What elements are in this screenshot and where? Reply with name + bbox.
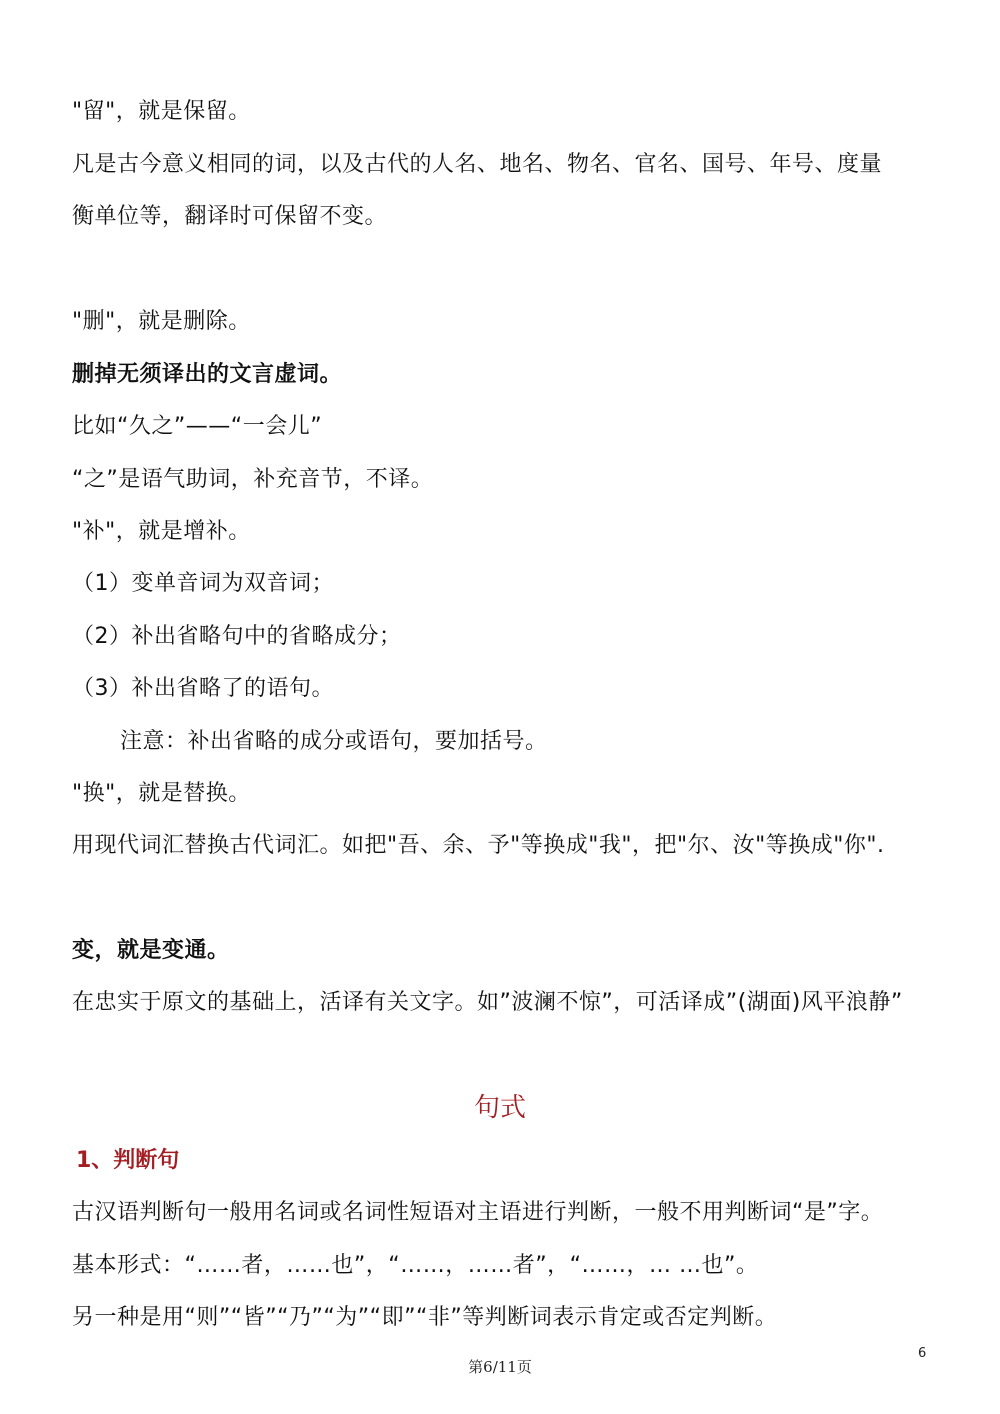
judgment-body-1: 古汉语判断句一般用名词或名词性短语对主语进行判断，一般不用判断词“是”字。 (72, 1200, 884, 1225)
section-title: 句式 (473, 1093, 526, 1123)
huan-body: 用现代词汇替换古代词汇。如把"吾、余、予"等换成"我"，把"尔、汝"等换成"你". (72, 833, 885, 858)
bu-item-3: （3）补出省略了的语句。 (72, 676, 334, 701)
bian-body: 在忠实于原文的基础上，活译有关文字。如”波澜不惊”，可活译成”(湖面)风平浪静” (72, 990, 903, 1015)
judgment-body-3: 另一种是用“则”“皆”“乃”“为”“即”“非”等判断词表示肯定或否定判断。 (72, 1305, 778, 1330)
bu-note: 注意：补出省略的成分或语句，要加括号。 (120, 729, 548, 754)
bu-item-2: （2）补出省略句中的省略成分； (72, 624, 402, 649)
bu-item-1: （1）变单音词为双音词； (72, 571, 334, 596)
shan-rule: 删掉无须译出的文言虚词。 (72, 362, 343, 387)
bu-title: "补"，就是增补。 (72, 519, 251, 544)
shan-title: "删"，就是删除。 (72, 309, 251, 334)
shan-example: 比如“久之”——“一会儿” (72, 414, 323, 439)
judgment-body-2: 基本形式：“……者，……也”，“……，……者”，“……，… …也”。 (72, 1253, 759, 1278)
huan-title: "换"，就是替换。 (72, 781, 251, 806)
liu-title: "留"，就是保留。 (72, 99, 251, 124)
liu-body-line-2: 衡单位等，翻译时可保留不变。 (72, 204, 388, 229)
bian-title: 变，就是变通。 (72, 938, 230, 963)
page-number: 6 (918, 1346, 927, 1361)
shan-note: “之”是语气助词，补充音节，不译。 (72, 467, 434, 492)
liu-body-line-1: 凡是古今意义相同的词，以及古代的人名、地名、物名、官名、国号、年号、度量 (72, 152, 883, 177)
subsection-title: 1、判断句 (76, 1148, 180, 1173)
page-footer-label: 第6/11页 (468, 1358, 532, 1376)
